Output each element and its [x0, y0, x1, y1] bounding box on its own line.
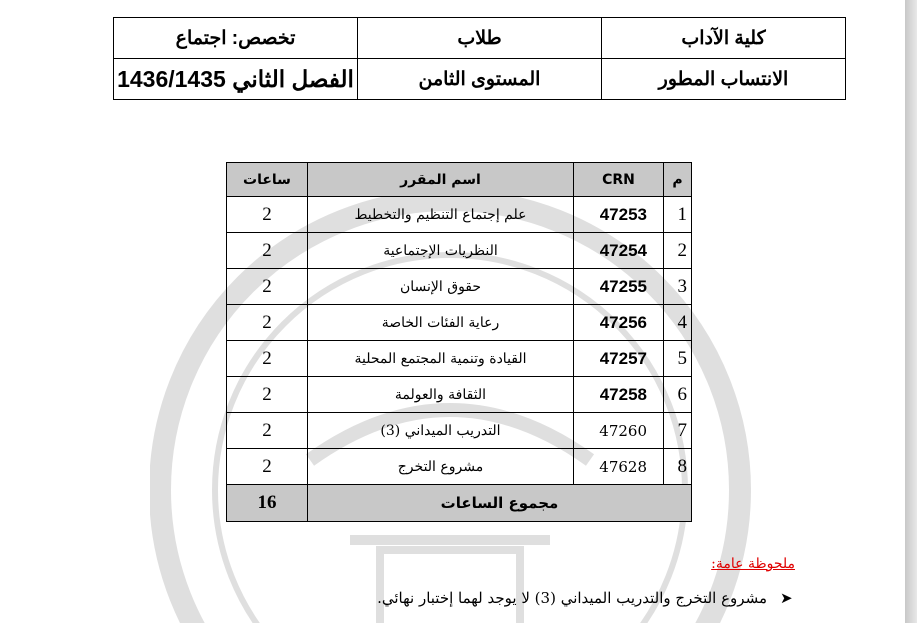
row-crn: 47255 — [574, 269, 664, 305]
row-hours: 2 — [227, 449, 308, 485]
row-course-name: التدريب الميداني (3) — [308, 413, 574, 449]
row-course-name: القيادة وتنمية المجتمع المحلية — [308, 341, 574, 377]
row-index: 6 — [664, 377, 692, 413]
row-index: 5 — [664, 341, 692, 377]
courses-header-row — [227, 163, 692, 197]
program-cell: الانتساب المطور — [602, 59, 846, 100]
row-index: 7 — [664, 413, 692, 449]
row-course-name: علم إجتماع التنظيم والتخطيط — [308, 197, 574, 233]
header-row-2 — [114, 59, 846, 100]
courses-table — [226, 162, 692, 522]
header-table — [113, 17, 846, 100]
note-title: ملحوظة عامة: — [711, 556, 795, 572]
table-row — [227, 197, 692, 233]
total-hours-label: مجموع الساعات — [308, 485, 692, 522]
row-course-name: رعاية الفئات الخاصة — [308, 305, 574, 341]
row-hours: 2 — [227, 377, 308, 413]
table-row — [227, 269, 692, 305]
level-cell: المستوى الثامن — [358, 59, 602, 100]
col-header-crn: CRN — [574, 163, 664, 197]
row-hours: 2 — [227, 341, 308, 377]
row-crn: 47254 — [574, 233, 664, 269]
row-course-name: الثقافة والعولمة — [308, 377, 574, 413]
row-hours: 2 — [227, 305, 308, 341]
semester-cell: الفصل الثاني 1436/1435 — [114, 59, 358, 100]
row-crn: 47258 — [574, 377, 664, 413]
row-crn: 47256 — [574, 305, 664, 341]
row-index: 3 — [664, 269, 692, 305]
row-course-name: حقوق الإنسان — [308, 269, 574, 305]
note-text: مشروع التخرج والتدريب الميداني (3) لا يوجد لهما إختبار نهائي. — [377, 589, 767, 607]
total-row — [227, 485, 692, 522]
row-hours: 2 — [227, 197, 308, 233]
row-index: 2 — [664, 233, 692, 269]
row-index: 8 — [664, 449, 692, 485]
table-row — [227, 305, 692, 341]
table-row — [227, 413, 692, 449]
col-header-name: اسم المقرر — [308, 163, 574, 197]
col-header-index: م — [664, 163, 692, 197]
row-hours: 2 — [227, 233, 308, 269]
row-crn: 47253 — [574, 197, 664, 233]
college-cell: كلية الآداب — [602, 18, 846, 59]
table-row — [227, 449, 692, 485]
total-hours-value: 16 — [227, 485, 308, 522]
row-crn: 47257 — [574, 341, 664, 377]
major-cell: تخصص: اجتماع — [114, 18, 358, 59]
row-index: 4 — [664, 305, 692, 341]
table-row — [227, 377, 692, 413]
header-row-1 — [114, 18, 846, 59]
row-index: 1 — [664, 197, 692, 233]
row-crn: 47628 — [574, 449, 664, 485]
row-course-name: مشروع التخرج — [308, 449, 574, 485]
row-hours: 2 — [227, 413, 308, 449]
col-header-hours: ساعات — [227, 163, 308, 197]
row-course-name: النظريات الإجتماعية — [308, 233, 574, 269]
table-row — [227, 341, 692, 377]
row-hours: 2 — [227, 269, 308, 305]
table-row — [227, 233, 692, 269]
row-crn: 47260 — [574, 413, 664, 449]
window-edge — [905, 0, 917, 623]
students-cell: طلاب — [358, 18, 602, 59]
check-arrow-icon: ➤ — [780, 589, 793, 607]
